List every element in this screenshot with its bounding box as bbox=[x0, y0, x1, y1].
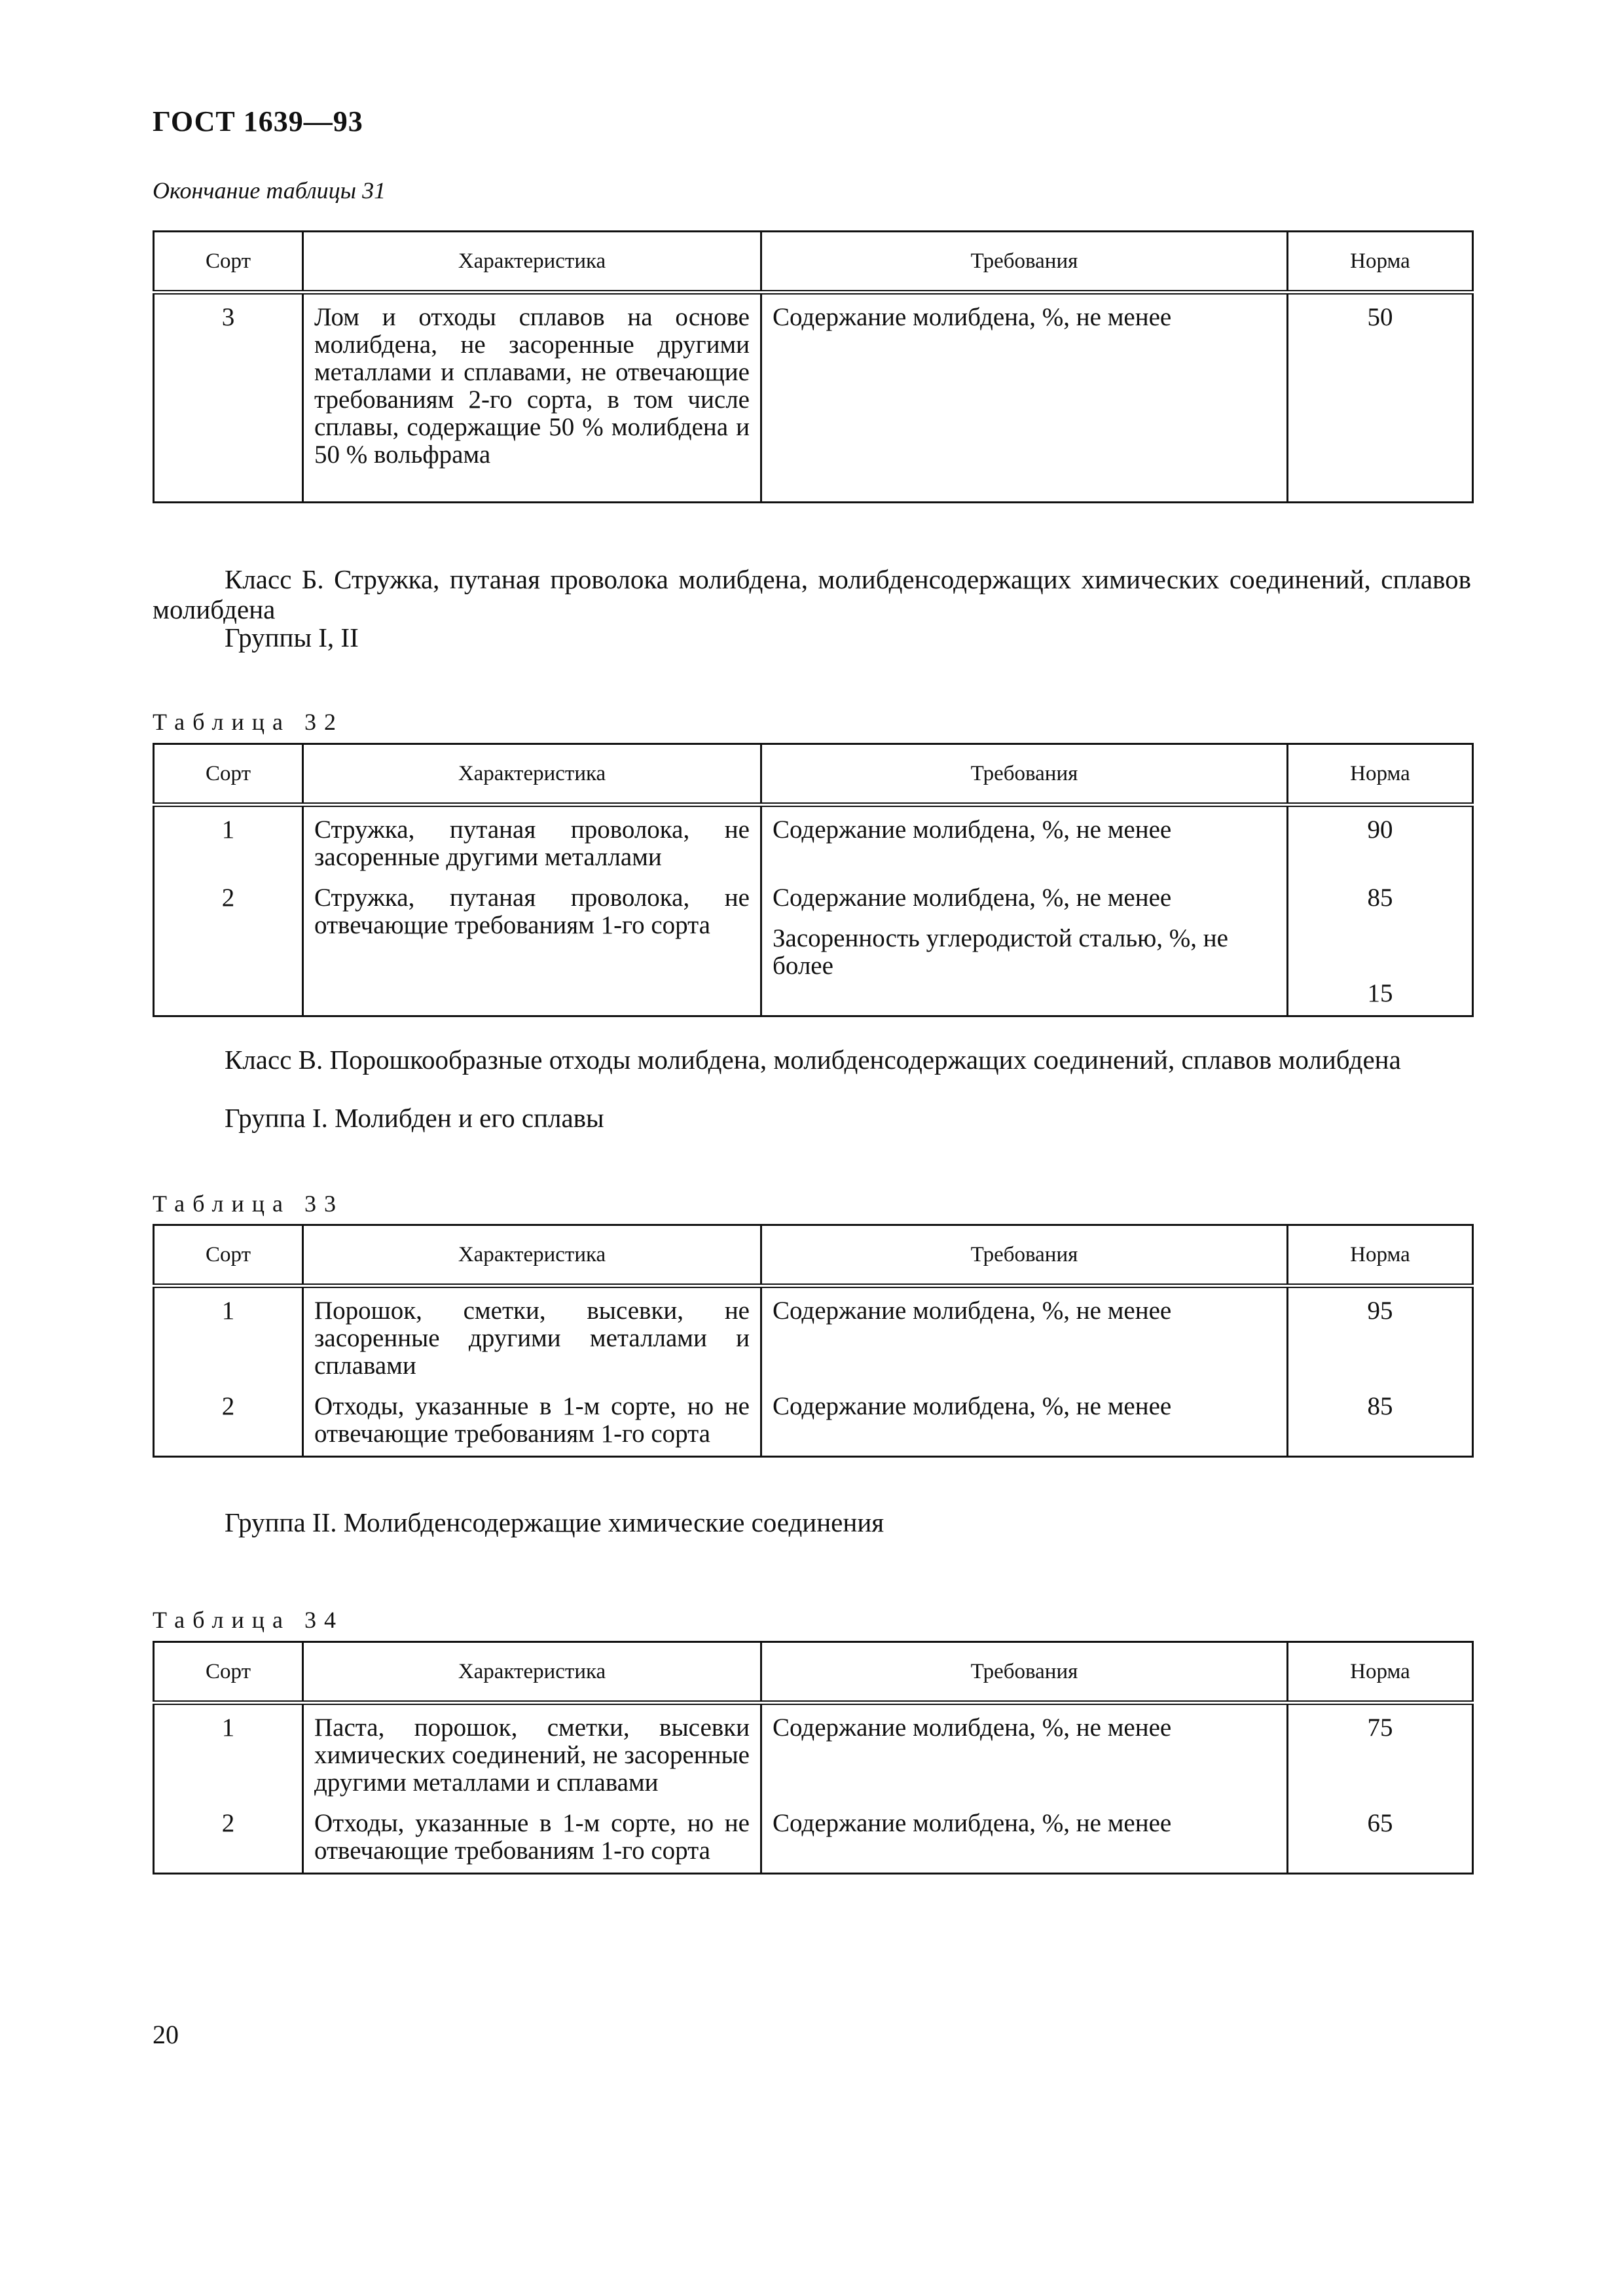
table-header-row bbox=[154, 1642, 1473, 1703]
cell-requirement: Содержание молибдена, %, не менее bbox=[761, 1703, 1288, 1805]
page-number: 20 bbox=[153, 2020, 179, 2049]
cell-norm: 75 bbox=[1288, 1703, 1473, 1805]
group-2-heading: Группа II. Молибденсодержащие химические соединения bbox=[225, 1507, 884, 1537]
col-header-sort: Сорт bbox=[154, 744, 303, 805]
spacer bbox=[1299, 912, 1461, 980]
table-row bbox=[154, 805, 1473, 880]
requirement-molybdenum: Содержание молибдена, %, не менее bbox=[773, 884, 1172, 912]
requirement-contamination: Засоренность углеродистой сталью, %, не более bbox=[773, 924, 1228, 980]
table-32 bbox=[153, 743, 1474, 1017]
col-header-norm: Норма bbox=[1288, 1225, 1473, 1286]
norm-contamination: 15 bbox=[1367, 979, 1393, 1007]
class-v-paragraph bbox=[153, 1045, 1471, 1075]
table-row bbox=[154, 293, 1473, 503]
spacer bbox=[773, 912, 1276, 925]
table-33-caption: Таблица 33 bbox=[153, 1191, 344, 1217]
cell-characteristic: Отходы, указанные в 1-м сорте, но не отвечающие требованиям 1-го сорта bbox=[303, 1804, 761, 1874]
table-31 bbox=[153, 230, 1474, 503]
col-header-norm: Норма bbox=[1288, 1642, 1473, 1703]
col-header-requirements: Требования bbox=[761, 1642, 1288, 1703]
col-header-norm: Норма bbox=[1288, 744, 1473, 805]
col-header-characteristic: Характеристика bbox=[303, 1225, 761, 1286]
cell-requirement: Содержание молибдена, %, не менее bbox=[761, 1804, 1288, 1874]
cell-sort: 2 bbox=[154, 1388, 303, 1457]
cell-sort: 3 bbox=[154, 293, 303, 503]
col-header-characteristic: Характеристика bbox=[303, 744, 761, 805]
cell-characteristic: Лом и отходы сплавов на основе молибдена, не засоренные другими металлами и сплавами, не отвечающие требованиям 2-го сорта, в том числе сплавы, содержащие 50 % молибдена и 50 % вольфрама bbox=[303, 293, 761, 503]
table-row bbox=[154, 1388, 1473, 1457]
class-b-groups: Группы I, II bbox=[225, 622, 359, 653]
cell-characteristic: Порошок, сметки, высевки, не засоренные другими металлами и сплавами bbox=[303, 1286, 761, 1388]
col-header-norm: Норма bbox=[1288, 232, 1473, 293]
cell-norm: 90 bbox=[1288, 805, 1473, 880]
cell-sort: 2 bbox=[154, 879, 303, 1016]
cell-norm: 95 bbox=[1288, 1286, 1473, 1388]
norm-molybdenum: 85 bbox=[1367, 884, 1393, 912]
col-header-requirements: Требования bbox=[761, 744, 1288, 805]
cell-sort: 1 bbox=[154, 805, 303, 880]
cell-norms bbox=[1288, 879, 1473, 1016]
cell-requirements bbox=[761, 879, 1288, 1016]
cell-sort: 1 bbox=[154, 1703, 303, 1805]
col-header-sort: Сорт bbox=[154, 1225, 303, 1286]
cell-characteristic: Стружка, путаная проволока, не отвечающие требованиям 1-го сорта bbox=[303, 879, 761, 1016]
cell-sort: 1 bbox=[154, 1286, 303, 1388]
col-header-characteristic: Характеристика bbox=[303, 1642, 761, 1703]
table-continuation-label: Окончание таблицы 31 bbox=[153, 177, 386, 204]
table-32-caption: Таблица 32 bbox=[153, 709, 344, 735]
table-row bbox=[154, 879, 1473, 1016]
table-header-row bbox=[154, 232, 1473, 293]
cell-characteristic: Отходы, указанные в 1-м сорте, но не отвечающие требованиям 1-го сорта bbox=[303, 1388, 761, 1457]
table-34-caption: Таблица 34 bbox=[153, 1607, 344, 1633]
col-header-characteristic: Характеристика bbox=[303, 232, 761, 293]
class-v-text: Класс В. Порошкообразные отходы молибдена, молибденсодержащих соединений, сплавов молибдена bbox=[225, 1045, 1401, 1075]
cell-characteristic: Паста, порошок, сметки, высевки химических соединений, не засоренные другими металлами и сплавами bbox=[303, 1703, 761, 1805]
col-header-sort: Сорт bbox=[154, 232, 303, 293]
class-v-group-1: Группа I. Молибден и его сплавы bbox=[225, 1103, 604, 1133]
col-header-requirements: Требования bbox=[761, 1225, 1288, 1286]
cell-norm: 65 bbox=[1288, 1804, 1473, 1874]
table-33 bbox=[153, 1224, 1474, 1458]
table-header-row bbox=[154, 1225, 1473, 1286]
cell-requirement: Содержание молибдена, %, не менее bbox=[761, 805, 1288, 880]
table-row bbox=[154, 1804, 1473, 1874]
cell-requirement: Содержание молибдена, %, не менее bbox=[761, 293, 1288, 503]
class-b-paragraph bbox=[153, 564, 1471, 624]
cell-characteristic: Стружка, путаная проволока, не засоренные другими металлами bbox=[303, 805, 761, 880]
col-header-requirements: Требования bbox=[761, 232, 1288, 293]
table-row bbox=[154, 1703, 1473, 1805]
cell-norm: 85 bbox=[1288, 1388, 1473, 1457]
table-34 bbox=[153, 1641, 1474, 1874]
table-header-row bbox=[154, 744, 1473, 805]
class-b-text: Класс Б. Стружка, путаная проволока молибдена, молибденсодержащих химических соединений, сплавов молибдена bbox=[153, 564, 1471, 624]
cell-sort: 2 bbox=[154, 1804, 303, 1874]
table-row bbox=[154, 1286, 1473, 1388]
col-header-sort: Сорт bbox=[154, 1642, 303, 1703]
cell-requirement: Содержание молибдена, %, не менее bbox=[761, 1388, 1288, 1457]
cell-requirement: Содержание молибдена, %, не менее bbox=[761, 1286, 1288, 1388]
cell-norm: 50 bbox=[1288, 293, 1473, 503]
document-header: ГОСТ 1639—93 bbox=[153, 105, 363, 137]
